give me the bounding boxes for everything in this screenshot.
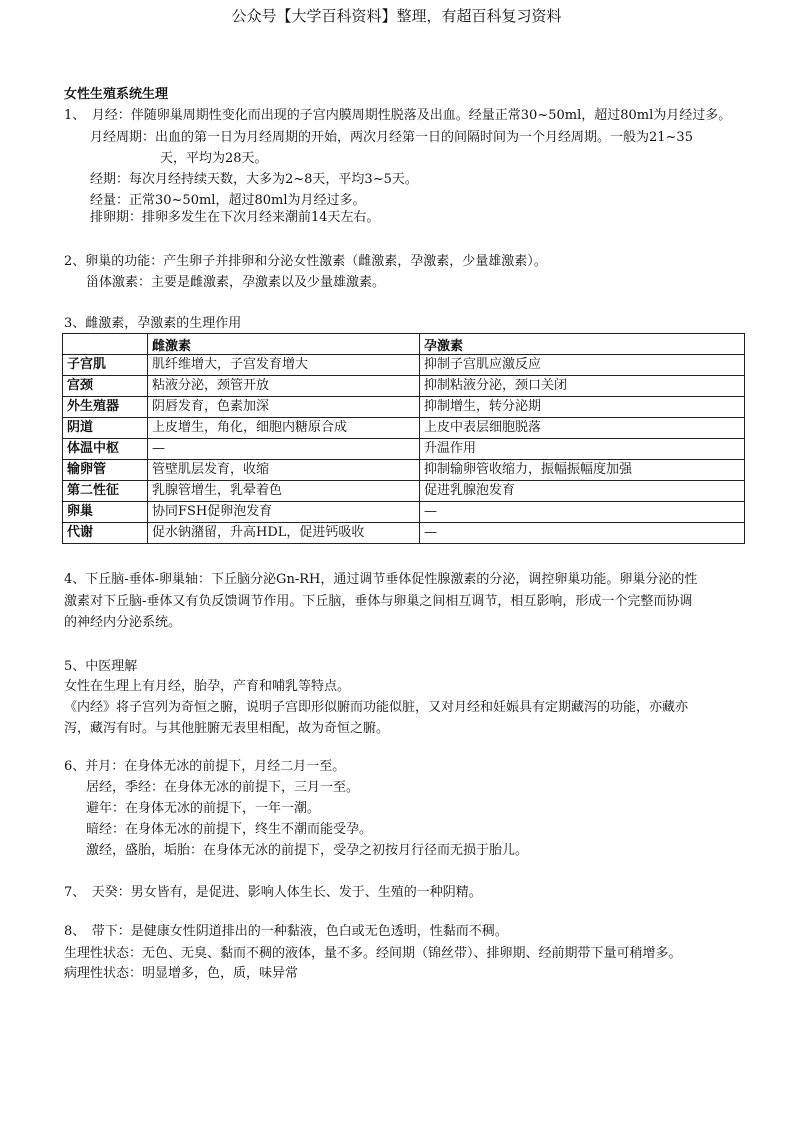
row-label: 输卵管 bbox=[63, 460, 148, 481]
s6-line: 居经，季经：在身体无冰的前提下，三月一至。 bbox=[86, 780, 360, 795]
s6-line: 避年：在身体无冰的前提下，一年一潮。 bbox=[86, 801, 321, 816]
row-label: 子宫肌 bbox=[63, 355, 148, 376]
table-cell: 乳腺管增生，乳晕着色 bbox=[148, 481, 420, 502]
table-row bbox=[63, 460, 745, 481]
s5-line: 泻，藏泻有时。与其他脏腑无表里相配，故为奇恒之腑。 bbox=[64, 721, 390, 736]
table-row bbox=[63, 376, 745, 397]
hormone-table bbox=[62, 333, 745, 544]
table-row bbox=[63, 397, 745, 418]
table-header: 雌激素 bbox=[148, 334, 420, 355]
table-header bbox=[63, 334, 148, 355]
table-cell: 抑制粘液分泌，颈口关闭 bbox=[420, 376, 745, 397]
table-cell: — bbox=[420, 523, 745, 544]
s4-line: 4、下丘脑-垂体-卵巢轴：下丘脑分泌Gn-RH，通过调节垂体促性腺激素的分泌，调控卵巢功能。卵巢分泌的性 bbox=[64, 572, 698, 587]
row-label: 外生殖器 bbox=[63, 397, 148, 418]
document-title: 女性生殖系统生理 bbox=[64, 87, 169, 102]
table-cell: — bbox=[420, 502, 745, 523]
s7-line: 7、 天癸：男女皆有，是促进、影响人体生长、发于、生殖的一种阴精。 bbox=[64, 885, 482, 900]
table-header: 孕激素 bbox=[420, 334, 745, 355]
table-cell: 抑制子宫肌应激反应 bbox=[420, 355, 745, 376]
row-label: 代谢 bbox=[63, 523, 148, 544]
table-row bbox=[63, 355, 745, 376]
table-row bbox=[63, 418, 745, 439]
table-header-row bbox=[63, 334, 745, 355]
table-row bbox=[63, 481, 745, 502]
s5-line: 女性在生理上有月经，胎孕，产育和哺乳等特点。 bbox=[64, 679, 351, 694]
s1-line: 1、 月经：伴随卵巢周期性变化而出现的子宫内膜周期性脱落及出血。经量正常30~50ml，超过80ml为月经过多。 bbox=[64, 108, 732, 123]
s4-line: 的神经内分泌系统。 bbox=[64, 615, 182, 630]
table-row bbox=[63, 502, 745, 523]
table-cell: 抑制增生，转分泌期 bbox=[420, 397, 745, 418]
s2-line: 甾体激素：主要是雌激素，孕激素以及少量雄激素。 bbox=[86, 275, 386, 290]
table-cell: 上皮中表层细胞脱落 bbox=[420, 418, 745, 439]
table-cell: 协同FSH促卵泡发育 bbox=[148, 502, 420, 523]
row-label: 阴道 bbox=[63, 418, 148, 439]
table-cell: 管壁肌层发育，收缩 bbox=[148, 460, 420, 481]
table-cell: 阴唇发育，色素加深 bbox=[148, 397, 420, 418]
table-cell: 促进乳腺泡发育 bbox=[420, 481, 745, 502]
s1-line: 排卵期：排卵多发生在下次月经来潮前14天左右。 bbox=[90, 210, 380, 225]
table-cell: 上皮增生，角化，细胞内糖原合成 bbox=[148, 418, 420, 439]
table-cell: 升温作用 bbox=[420, 439, 745, 460]
table-cell: 促水钠潴留，升高HDL，促进钙吸收 bbox=[148, 523, 420, 544]
row-label: 卵巢 bbox=[63, 502, 148, 523]
s4-line: 激素对下丘脑-垂体又有负反馈调节作用。下丘脑，垂体与卵巢之间相互调节，相互影响，形成一个完整而协调 bbox=[64, 594, 693, 609]
s1-line: 经期：每次月经持续天数，大多为2~8天，平均3~5天。 bbox=[90, 172, 418, 187]
s8-line: 8、 带下：是健康女性阴道排出的一种黏液，色白或无色透明，性黏而不稠。 bbox=[64, 924, 508, 939]
s1-line: 天，平均为28天。 bbox=[160, 151, 268, 166]
table-cell: 抑制输卵管收缩力，振幅振幅度加强 bbox=[420, 460, 745, 481]
table-cell: 粘液分泌，颈管开放 bbox=[148, 376, 420, 397]
table-cell: 肌纤维增大，子宫发育增大 bbox=[148, 355, 420, 376]
row-label: 第二性征 bbox=[63, 481, 148, 502]
s6-line: 激经，盛胎，垢胎：在身体无冰的前提下，受孕之初按月行径而无损于胎儿。 bbox=[86, 843, 529, 858]
s6-line: 暗经：在身体无冰的前提下，终生不潮而能受孕。 bbox=[86, 822, 373, 837]
s3-title: 3、雌激素，孕激素的生理作用 bbox=[64, 316, 242, 331]
s1-line: 经量：正常30~50ml，超过80ml为月经过多。 bbox=[90, 193, 366, 208]
s8-line: 病理性状态：明显增多，色，质，味异常 bbox=[64, 966, 299, 981]
s6-line: 6、并月：在身体无冰的前提下，月经二月一至。 bbox=[64, 759, 346, 774]
row-label: 宫颈 bbox=[63, 376, 148, 397]
table-row bbox=[63, 439, 745, 460]
table-row bbox=[63, 523, 745, 544]
row-label: 体温中枢 bbox=[63, 439, 148, 460]
page-header: 公众号【大学百科资料】整理，有超百科复习资料 bbox=[231, 7, 562, 25]
table-cell: — bbox=[148, 439, 420, 460]
s2-line: 2、卵巢的功能：产生卵子并排卵和分泌女性激素（雌激素，孕激素，少量雄激素）。 bbox=[64, 254, 547, 269]
s8-line: 生理性状态：无色、无臭、黏而不稠的液体，量不多。经间期（锦丝带）、排卵期、经前期带下量可稍增多。 bbox=[64, 946, 682, 961]
s5-line: 5、中医理解 bbox=[64, 659, 138, 674]
s1-line: 月经周期：出血的第一日为月经周期的开始，两次月经第一日的间隔时间为一个月经周期。一般为21~35 bbox=[90, 130, 693, 145]
s5-line: 《内经》将子宫列为奇恒之腑，说明子宫即形似腑而功能似脏，又对月经和妊娠具有定期藏泻的功能，亦藏亦 bbox=[64, 700, 689, 715]
